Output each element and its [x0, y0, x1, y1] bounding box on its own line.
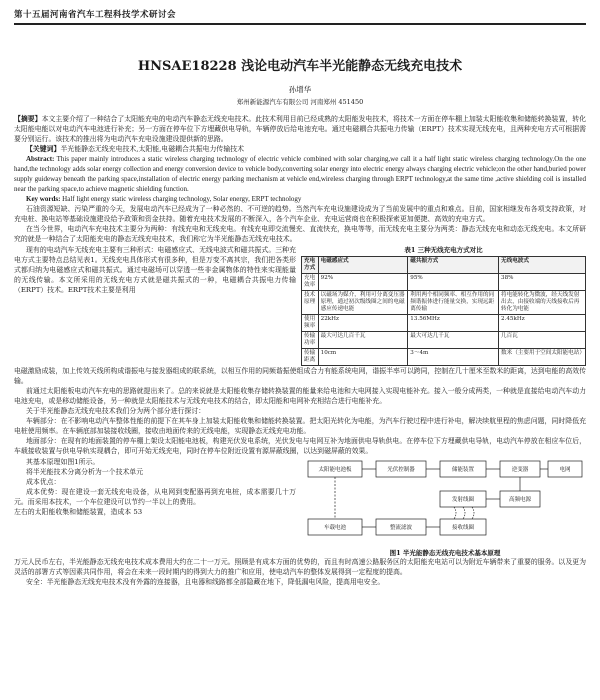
cost-continued-line: 左右的太阳能收集和储能装置，造成本 53	[14, 508, 143, 516]
table-header-row	[302, 257, 586, 274]
table-cell: 以磁场为媒介，利用可分离变压器原理，通过初次级线圈之间的电磁感应传递电能	[318, 291, 408, 315]
comparison-table	[301, 256, 586, 366]
advantages-heading: 成本优点：	[26, 478, 61, 486]
table-cell: 95%	[408, 274, 499, 291]
two-column-block-1	[14, 245, 586, 366]
abstract-en-text: This paper mainly introduces a static wireless charging technology of electric vehicle combined with solar charging,we call it a half light static wireless charging technology.On the one hand,the technology adds solar energy collection and energy conversion device to vehicle body,converting solar energy into electric energy always charging electric vehicle;on the other hand,buried power supply guideway beneath the parking space,installation of electric energy parking mechanism at vehicle end,wireless charging through ERPT technology,at the same time ,active shielding coil is installed near the parking space,to achieve magnetic shielding function.	[14, 155, 586, 193]
box-label: 整流滤波	[389, 525, 413, 531]
body-paragraph-vehicle-part: 车辆部分：在不影响电动汽车整体性能的前提下在其车身上加装太阳能收集和储能转换装置。把太阳光转化为电能，为汽车行驶过程中进行补电，解决续航里程的焦虑问题，同时降低充电桩使用频率。在车辆底部加装接收线圈，接收由地面传来的无线电能，实现静态无线充电功能。	[14, 417, 586, 435]
table-row	[302, 332, 586, 349]
box-label: 发射线圈	[451, 497, 475, 503]
abstract-en	[14, 154, 586, 194]
box-label: 高频电源	[508, 497, 532, 503]
left-column-1	[14, 245, 296, 366]
intro-paragraph-1: 石油资源短缺、污染严重的今天，发展电动汽车已经成为了一种必然的、不可逆的趋势。当然汽车充电设施建设成为了当前发展中的重点和难点。目前，国家相继发布各项支持政策，对充电桩、换电站等基础设施建设给予政策和资金扶持。随着充电技术发展的不断深入，各个汽车企业、充电运营商也在积极探索更加便捷、高效的充电方式。	[14, 205, 586, 223]
table-cell: 充电效率	[302, 274, 319, 291]
table-cell: 使用频率	[302, 315, 319, 332]
left-column-paragraph: 现有的电动汽车无线充电主要有三种形式：电磁感应式、无线电波式和磁共振式。三种充电方式主要特点总结见表1。无线充电具体形式有很多种，但是万变不离其宗，我们把各类形式都归纳为电磁感应式和磁共振式。通过电磁场可以穿透一些非金属物体的特性来实现能量的无线传输。本文所采用的无线充电方式就是磁共振式的一种，电磁耦合共振电力传输（ERPT）技术。ERPT技术主要是利用	[14, 246, 296, 294]
table-cell: 38%	[499, 274, 586, 291]
keywords-cn-text: 半光能静态无线充电技术,太阳能,电磁耦合共振电力传输技术	[60, 145, 244, 153]
table-cell: 数米（主要用于空间太阳能电站）	[499, 349, 586, 366]
table-1-block	[301, 245, 586, 366]
table-cell: 传输距离	[302, 349, 319, 366]
body-paragraph-ground-part: 地面部分：在现有的地面装置的停车棚上架设太阳能电池板，构建光伏发电系统，光伏发电与电网互补为地面供电导轨供电。在停车位下方埋藏供电导轨，电动汽车停放在相应车位后，车载接收装置与供电导轨实现耦合，即可开始无线充电，同时在停车位附近设置有源屏蔽线圈，以达到磁屏蔽的效果。	[14, 437, 586, 455]
box-label: 逆变器	[511, 467, 529, 473]
principle-line: 其基本原理如图1所示。	[26, 458, 100, 466]
table-header-cell: 充电方式	[302, 257, 319, 274]
keywords-en-text: Half light energy static wireless charging technology, Solar energy, ERPT technology	[62, 195, 302, 203]
running-head: 第十五届河南省汽车工程科技学术研讨会	[14, 6, 586, 25]
table-header-cell: 无线电波式	[499, 257, 586, 274]
table-1-caption: 表1 三种无线充电方式对比	[404, 246, 483, 254]
table-cell: 22kHz	[318, 315, 408, 332]
table-header-cell: 磁共振方式	[408, 257, 499, 274]
table-cell: 技术原理	[302, 291, 319, 315]
box-label: 太阳能电池板	[318, 467, 352, 473]
table-row	[302, 349, 586, 366]
abstract-cn	[14, 114, 586, 144]
table-row	[302, 315, 586, 332]
magnetic-coupling-lines	[454, 507, 474, 519]
table-cell: 最大可达几百千瓦	[318, 332, 408, 349]
paper-title: HNSAE18228 浅论电动汽车半光能静态无线充电技术	[137, 59, 463, 74]
table-cell: 92%	[318, 274, 408, 291]
table-cell: 几百瓦	[499, 332, 586, 349]
analysis-line: 将半光能技术分离分析为一个技术单元	[26, 468, 144, 476]
abstract-cn-label: 【摘要】	[14, 115, 42, 123]
bottom-paragraph-safety: 安全：半光能静态无线充电技术没有外露的连接器，且电器和线路都全部隐藏在地下，降低漏电风险，提高用电安全。	[26, 578, 385, 586]
figure-1-diagram	[304, 457, 586, 543]
left-column-2	[14, 457, 296, 557]
table-cell: 最大可达几千瓦	[408, 332, 499, 349]
table-row	[302, 291, 586, 315]
box-label: 电网	[559, 467, 571, 473]
figure-1-caption: 图1 半光能静态无线充电技术基本原理	[389, 549, 501, 557]
box-label: 车载电池	[323, 525, 347, 531]
bottom-paragraph-cost: 万元人民币左右，半光能静态无线充电技术成本费用大约在二十一万元。照顾是有成本方面的优势的，而且有时高速公路服务区的太阳能充电站可以为附近车辆带来了重要的服务。以及更为灵活的部署方式等因素共同作用，将会在未来一段时期内的得到大力的推广和应用，使电动汽车的整体发展得到一定程度的提高。	[14, 558, 586, 576]
keywords-cn-label: 【关键词】	[26, 145, 61, 153]
two-column-block-2	[14, 457, 586, 557]
table-cell: 2.45kHz	[499, 315, 586, 332]
abstract-en-label: Abstract:	[26, 155, 55, 163]
intro-paragraph-2: 在当今世界，电动汽车充电技术主要分为两种：有线充电和无线充电。有线充电即交流慢充、直流快充，换电等等，而无线充电主要分为两类：静态无线充电和动态无线充电。本文所研究的就是一种结合了太阳能充电的静态无线充电技术，我们称它为半光能静态无线充电技术。	[14, 225, 586, 243]
table-cell: 13.56MHz	[408, 315, 499, 332]
box-label: 光伏控制器	[387, 467, 415, 473]
body-paragraph-continued: 电磁激励成装，加上传效天线所构成谐振电与接发器组成的联系统，以相互作用的同频谐振使组成合力有能系统电网，谐振半率可以跨同，控制在几十厘米至数米的距离，达到电能的高效传输。	[14, 367, 586, 385]
body-paragraph-solar-intro: 前通过太阳能板电动汽车充电的思路就提出来了。总的来说就是太阳能收集存储转换装置的能量来给电池和大电网接入实现电能补充。接入一般分成两类，一种就是直接给电动汽车动力电池充电，或是移动储能设备，另一种就是太阳能技术与无线充电技术的结合，即太阳能和电网补充相结合进行电能补充。	[14, 387, 586, 405]
body-paragraph-two-parts: 关于半光能静态无线充电技术我们分为两个部分进行探讨：	[26, 407, 206, 415]
abstract-cn-text: 本文主要介绍了一种结合了太阳能充电的电动汽车静态无线充电技术。此技术利用目前已经成熟的太阳能发电技术，将技术一方面在停车棚上加装太阳能收集和储能转换装置，转化太阳能电能以对电动汽车电池进行补充；另一方面在停车位下方埋藏供电导轨，车辆停放后给电池充电。通过电磁耦合共振电力传输（ERPT）技术实现无线充电，且两种充电方式可根据需要分别运行。该技术的推出将为电动汽车充电设施建设提供新的思路。	[14, 115, 587, 143]
table-row	[302, 274, 586, 291]
table-cell: 利用两个相同频率、相互作用的同频谐振体进行能量交换，实现远距离传输	[408, 291, 499, 315]
box-label: 接收线圈	[451, 525, 475, 531]
keywords-en-label: Key words:	[26, 195, 61, 203]
keywords-en	[14, 194, 586, 204]
table-cell: 将电能转化为微波，经天线发射出去，由接收端的天线接收后再转化为电能	[499, 291, 586, 315]
author-affiliation: 郑州新能源汽车有限公司 河南郑州 451450	[236, 98, 364, 106]
figure-1-block	[304, 457, 586, 557]
author-name: 孙增华	[288, 85, 312, 94]
table-cell: 传输功率	[302, 332, 319, 349]
table-cell: 10cm	[318, 349, 408, 366]
keywords-cn	[14, 144, 586, 154]
box-label: 储能装置	[451, 467, 475, 473]
table-cell: 3～4m	[408, 349, 499, 366]
table-header-cell: 电磁感应式	[318, 257, 408, 274]
cost-advantage-paragraph: 成本优势：现在建设一套无线充电设备，从电网到变配器再到充电桩，成本需要几十万元。而采用本技术，一个车位建设可以节约一半以上的费用。	[14, 488, 296, 506]
